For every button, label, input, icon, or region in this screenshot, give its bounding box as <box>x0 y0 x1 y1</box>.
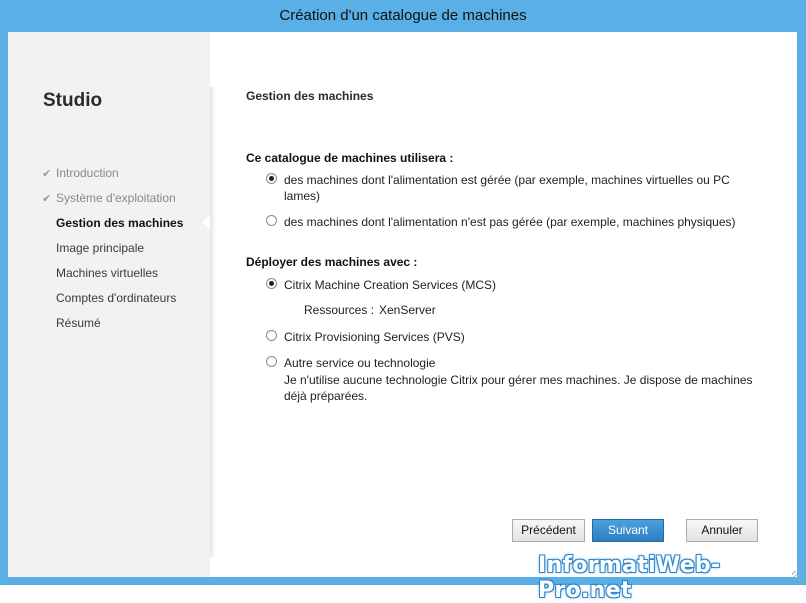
resources-value: XenServer <box>379 303 436 317</box>
page-title: Gestion des machines <box>246 89 374 103</box>
checkmark-icon: ✔ <box>42 168 52 180</box>
deploy-group-label: Déployer des machines avec : <box>246 255 418 269</box>
sidebar-divider <box>210 87 216 557</box>
resize-grip-icon[interactable] <box>792 571 802 581</box>
power-group-label: Ce catalogue de machines utilisera : <box>246 151 454 165</box>
step-machine-management[interactable]: Gestion des machines <box>56 216 184 230</box>
radio-button[interactable] <box>266 215 277 226</box>
step-introduction[interactable]: ✔ Introduction <box>42 166 119 180</box>
other-technology-description: Je n'utilise aucune technologie Citrix pour gérer mes machines. Je dispose de machines déjà préparées. <box>284 373 753 403</box>
radio-mcs-label: Citrix Machine Creation Services (MCS) <box>284 278 497 292</box>
step-operating-system[interactable]: ✔ Système d'exploitation <box>42 191 176 205</box>
radio-pvs-label: Citrix Provisioning Services (PVS) <box>284 330 465 344</box>
step-summary: Résumé <box>56 316 101 330</box>
radio-power-managed-label-line2: lames) <box>284 189 321 203</box>
step-master-image: Image principale <box>56 241 145 255</box>
cancel-button[interactable]: Annuler <box>686 519 758 542</box>
checkmark-icon: ✔ <box>42 193 52 205</box>
radio-button-selected[interactable] <box>266 173 277 184</box>
step-computer-accounts: Comptes d'ordinateurs <box>56 291 177 305</box>
resources-label: Ressources : <box>304 303 375 317</box>
studio-title: Studio <box>43 90 103 111</box>
wizard-steps <box>42 165 183 340</box>
wizard-sidebar <box>8 32 210 577</box>
radio-power-unmanaged-label: des machines dont l'alimentation n'est pas gérée (par exemple, machines physiques) <box>284 215 736 229</box>
current-step-pointer-icon <box>202 215 210 229</box>
radio-power-managed-label: des machines dont l'alimentation est gérée (par exemple, machines virtuelles ou PC <box>284 173 730 187</box>
window-title: Création d'un catalogue de machines <box>279 7 527 24</box>
radio-button-selected[interactable] <box>266 278 277 289</box>
next-button[interactable]: Suivant <box>592 519 664 542</box>
wizard-content <box>246 32 797 577</box>
radio-other-label: Autre service ou technologie <box>284 356 436 370</box>
radio-button[interactable] <box>266 356 277 367</box>
watermark-logo: InformatiWeb-Pro.net <box>538 553 721 603</box>
wizard-client <box>8 32 797 577</box>
step-virtual-machines: Machines virtuelles <box>56 266 159 280</box>
radio-button[interactable] <box>266 330 277 341</box>
back-button[interactable]: Précédent <box>512 519 585 542</box>
